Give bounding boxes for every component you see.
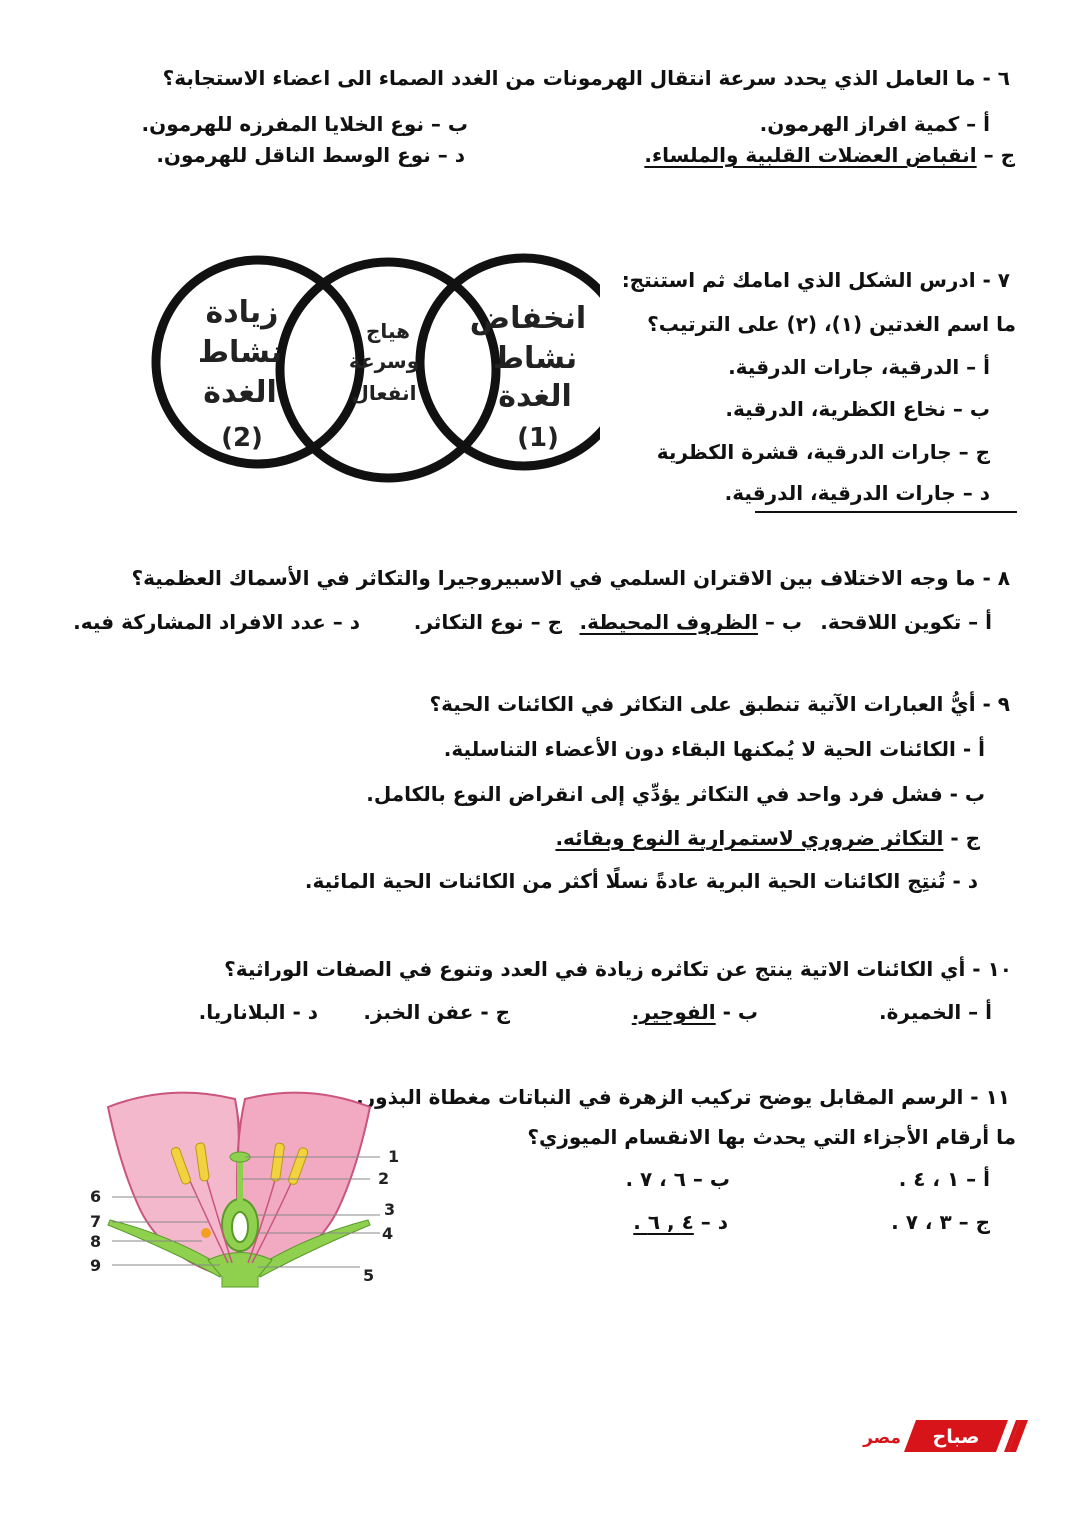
nectary [201, 1228, 211, 1238]
sabah-masr-logo [858, 1418, 1028, 1454]
q11-option-c[interactable]: ج – ٣ ، ٧ . [891, 1210, 990, 1234]
q7-correct-answer: جارات الدرقية، الدرقية. [724, 481, 956, 505]
label-4: 4 [382, 1224, 394, 1243]
q6-option-c-letter: ج – [976, 143, 1015, 167]
label-8: 8 [90, 1232, 102, 1251]
q8-question: ٨ - ما وجه الاختلاف بين الاقتران السلمي في الاسبيروجيرا والتكاثر في الأسماك العظمية؟ [131, 566, 1010, 590]
q11-intro: ١١ - الرسم المقابل يوضح تركيب الزهرة في النباتات مغطاة البذور. [356, 1085, 1010, 1109]
label-3: 3 [384, 1200, 396, 1219]
venn-right-number: (1) [517, 423, 559, 453]
q10-option-a[interactable]: أ – الخميرة. [879, 1000, 992, 1024]
label-5: 5 [363, 1266, 375, 1285]
q10-option-d[interactable]: د - البلاناريا. [198, 1000, 318, 1024]
q10-question: ١٠ - أي الكائنات الاتية ينتج عن تكاثره زيادة في العدد وتنوع في الصفات الوراثية؟ [224, 957, 1012, 981]
venn-left-line2: نشاط [197, 335, 283, 370]
q9-option-c[interactable] [555, 826, 980, 850]
label-6: 6 [90, 1187, 102, 1206]
q11-option-d-letter: د – [693, 1210, 728, 1234]
q8-correct-answer: الظروف المحيطة. [579, 610, 758, 634]
q8-option-b-letter: ب – [757, 610, 802, 634]
label-7: 7 [90, 1212, 102, 1231]
venn-right-line2: نشاط [492, 341, 578, 376]
q6-question: ٦ - ما العامل الذي يحدد سرعة انتقال الهرمونات من الغدد الصماء الى اعضاء الاستجابة؟ [162, 66, 1010, 90]
venn-mid-line1: هياج [366, 319, 410, 343]
q7-option-b[interactable]: ب – نخاع الكظرية، الدرقية. [725, 397, 990, 421]
venn-right-line3: الغدة [498, 379, 572, 414]
q10-option-b-letter: ب - [715, 1000, 758, 1024]
q9-correct-answer: التكاثر ضروري لاستمرارية النوع وبقائه. [555, 826, 944, 850]
q11-option-b[interactable]: ب – ٦ ، ٧ . [625, 1167, 730, 1191]
logo-sub-text: مصر [863, 1428, 901, 1448]
venn-mid-line3: انفعال [351, 381, 417, 405]
q9-option-a[interactable]: أ - الكائنات الحية لا يُمكنها البقاء دون الأعضاء التناسلية. [443, 737, 985, 761]
receptacle [208, 1253, 272, 1288]
venn-left-line1: زيادة [205, 295, 279, 330]
q7-intro: ٧ - ادرس الشكل الذي امامك ثم استنتج: [621, 268, 1010, 292]
q11-option-d[interactable] [633, 1210, 728, 1234]
logo-main-text: صباح [932, 1426, 980, 1448]
q7-question: ما اسم الغدتين (١)، (٢) على الترتيب؟ [647, 312, 1016, 336]
q7-option-a[interactable]: أ – الدرقية، جارات الدرقية. [728, 355, 990, 379]
q7-answer-underline [755, 511, 1017, 513]
q8-option-a[interactable]: أ – تكوين اللاقحة. [820, 610, 992, 634]
venn-diagram [140, 250, 600, 490]
venn-right-line1: انخفاض [469, 301, 587, 336]
q11-correct-answer: ٤ , ٦ . [633, 1210, 694, 1234]
q10-correct-answer: الفوجير. [631, 1000, 716, 1024]
q9-option-b[interactable]: ب - فشل فرد واحد في التكاثر يؤدِّي إلى انقراض النوع بالكامل. [366, 782, 985, 806]
q7-option-c[interactable]: ج – جارات الدرقية، قشرة الكظرية [656, 440, 990, 464]
q7-option-d-letter: د – [955, 481, 990, 505]
label-9: 9 [90, 1256, 102, 1275]
q6-option-a[interactable]: أ – كمية افراز الهرمون. [759, 112, 990, 136]
label-2: 2 [378, 1169, 390, 1188]
q8-option-b[interactable] [579, 610, 802, 634]
q11-option-a[interactable]: أ – ١ ، ٤ . [898, 1167, 990, 1191]
q6-option-c[interactable] [644, 143, 1015, 167]
q9-option-d[interactable]: د - تُنتِج الكائنات الحية البرية عادةً نسلًا أكثر من الكائنات الحية المائية. [304, 869, 978, 893]
q6-option-d[interactable]: د – نوع الوسط الناقل للهرمون. [156, 143, 465, 167]
q9-question: ٩ - أيُّ العبارات الآتية تنطبق على التكاثر في الكائنات الحية؟ [429, 692, 1010, 716]
venn-left-number: (2) [221, 423, 263, 453]
flower-diagram [80, 1085, 410, 1295]
style [237, 1160, 243, 1202]
q10-option-b[interactable] [632, 1000, 758, 1024]
q10-option-c[interactable]: ج - عفن الخبز. [363, 1000, 510, 1024]
q6-correct-answer: انقباض العضلات القلبية والملساء. [644, 143, 977, 167]
q11-question: ما أرقام الأجزاء التي يحدث بها الانقسام الميوزي؟ [527, 1125, 1016, 1149]
q9-option-c-letter: ج - [943, 826, 980, 850]
q8-option-d[interactable]: د – عدد الافراد المشاركة فيه. [73, 610, 360, 634]
q7-option-d[interactable] [725, 481, 990, 505]
q6-option-b[interactable]: ب – نوع الخلايا المفرزه للهرمون. [141, 112, 468, 136]
ovule [232, 1212, 248, 1242]
label-1: 1 [388, 1147, 400, 1166]
venn-mid-line2: وسرعة [348, 349, 420, 373]
q8-option-c[interactable]: ج – نوع التكاثر. [413, 610, 562, 634]
venn-left-line3: الغدة [203, 375, 277, 410]
